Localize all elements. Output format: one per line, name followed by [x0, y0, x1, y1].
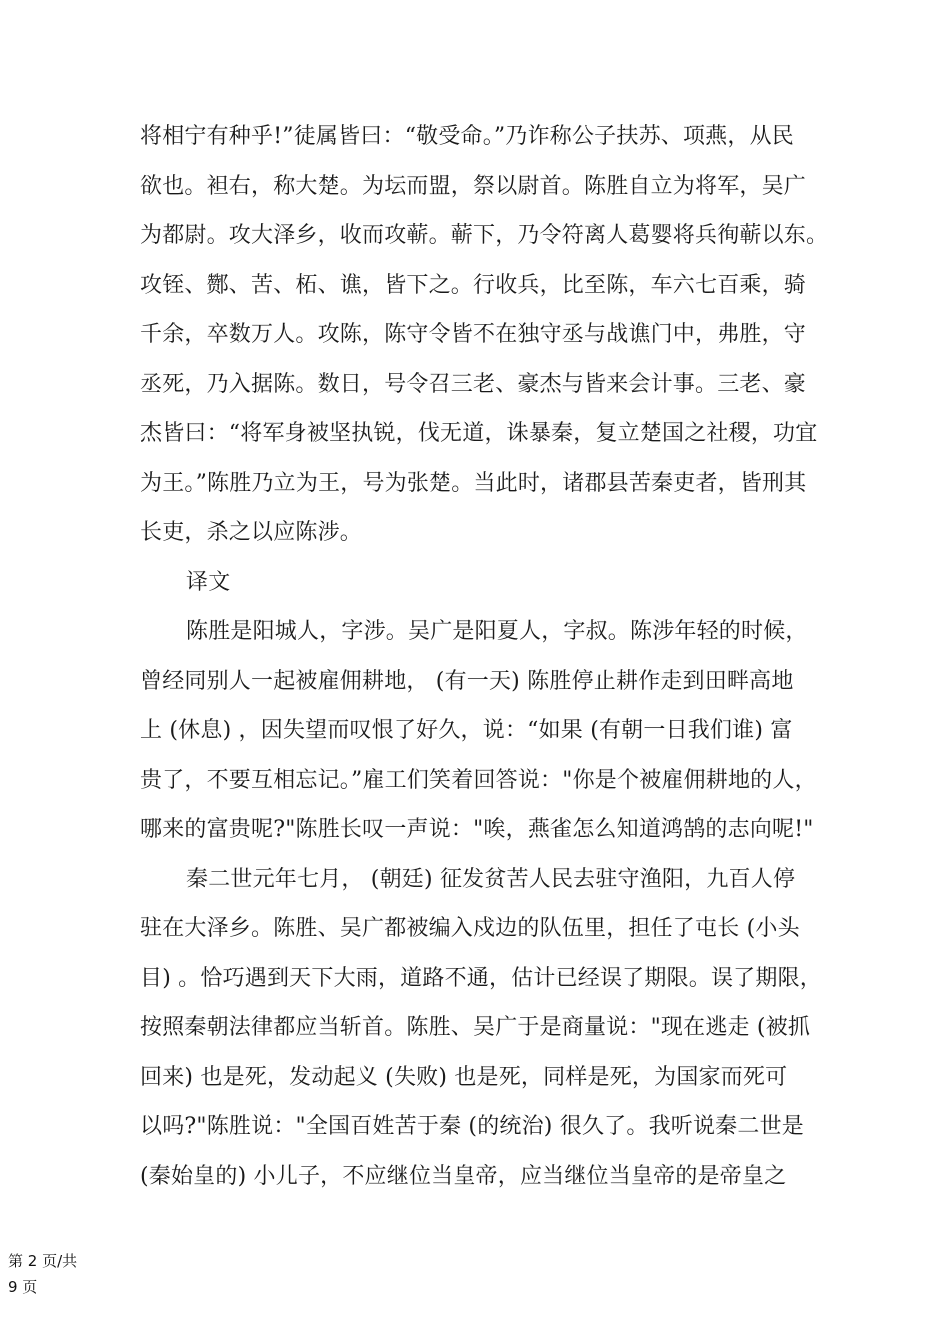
text-line-2: 欲也。袒右，称大楚。为坛而盟，祭以尉首。陈胜自立为将军，吴广 [140, 173, 807, 199]
text-line-11: 陈胜是阳城人，字涉。吴广是阳夏人，字叔。陈涉年轻的时候， [186, 619, 808, 644]
text-line-13: 上 (休息) ，因失望而叹恨了好久，说：“如果 (有朝一日我们谁) 富 [140, 718, 793, 743]
text-line-9: 长吏，杀之以应陈涉。 [140, 520, 363, 545]
text-line-4: 攻铚、酂、苦、柘、谯，皆下之。行收兵，比至陈，车六七百乘，骑 [140, 272, 807, 298]
page-number-line-2: 9 页 [8, 1278, 38, 1296]
document-body [140, 112, 830, 1201]
text-line-3: 为都尉。攻大泽乡，收而攻蕲。蕲下，乃令符离人葛婴将兵徇蕲以东。 [140, 223, 829, 248]
section-heading-translation: 译文 [186, 569, 231, 595]
text-line-21: 以吗?"陈胜说："全国百姓苦于秦 (的统治) 很久了。我听说秦二世是 [140, 1114, 804, 1139]
text-line-17: 驻在大泽乡。陈胜、吴广都被编入戍边的队伍里，担任了屯长 (小头 [140, 916, 800, 941]
text-line-14: 贵了，不要互相忘记。”雇工们笑着回答说："你是个被雇佣耕地的人， [140, 767, 817, 793]
text-line-8: 为王。”陈胜乃立为王，号为张楚。当此时，诸郡县苦秦吏者，皆刑其 [140, 470, 807, 496]
text-line-6: 丞死，乃入据陈。数日，号令召三老、豪杰与皆来会计事。三老、豪 [140, 371, 807, 397]
text-line-16: 秦二世元年七月， (朝廷) 征发贫苦人民去驻守渔阳，九百人停 [186, 866, 796, 892]
text-line-15: 哪来的富贵呢?"陈胜长叹一声说："唉，燕雀怎么知道鸿鹄的志向呢!" [140, 817, 814, 842]
text-line-12: 曾经同别人一起被雇佣耕地， (有一天) 陈胜停止耕作走到田畔高地 [140, 668, 794, 694]
page-number-line-1: 第 2 页/共 [8, 1252, 78, 1270]
text-line-22: (秦始皇的) 小儿子，不应继位当皇帝，应当继位当皇帝的是帝皇之 [140, 1163, 787, 1189]
text-line-18: 目) 。恰巧遇到天下大雨，道路不通，估计已经误了期限。误了期限， [140, 965, 822, 991]
text-line-1: 将相宁有种乎!”徒属皆曰：“敬受命。”乃诈称公子扶苏、项燕，从民 [140, 124, 794, 149]
text-line-5: 千余，卒数万人。攻陈，陈守令皆不在独守丞与战谯门中，弗胜，守 [140, 322, 807, 347]
page-number [8, 1248, 77, 1300]
text-line-7: 杰皆曰：“将军身被坚执锐，伐无道，诛暴秦，复立楚国之社稷，功宜 [140, 421, 818, 446]
text-line-20: 回来) 也是死，发动起义 (失败) 也是死，同样是死，为国家而死可 [140, 1064, 788, 1090]
text-line-19: 按照秦朝法律都应当斩首。陈胜、吴广于是商量说："现在逃走 (被抓 [140, 1015, 811, 1040]
